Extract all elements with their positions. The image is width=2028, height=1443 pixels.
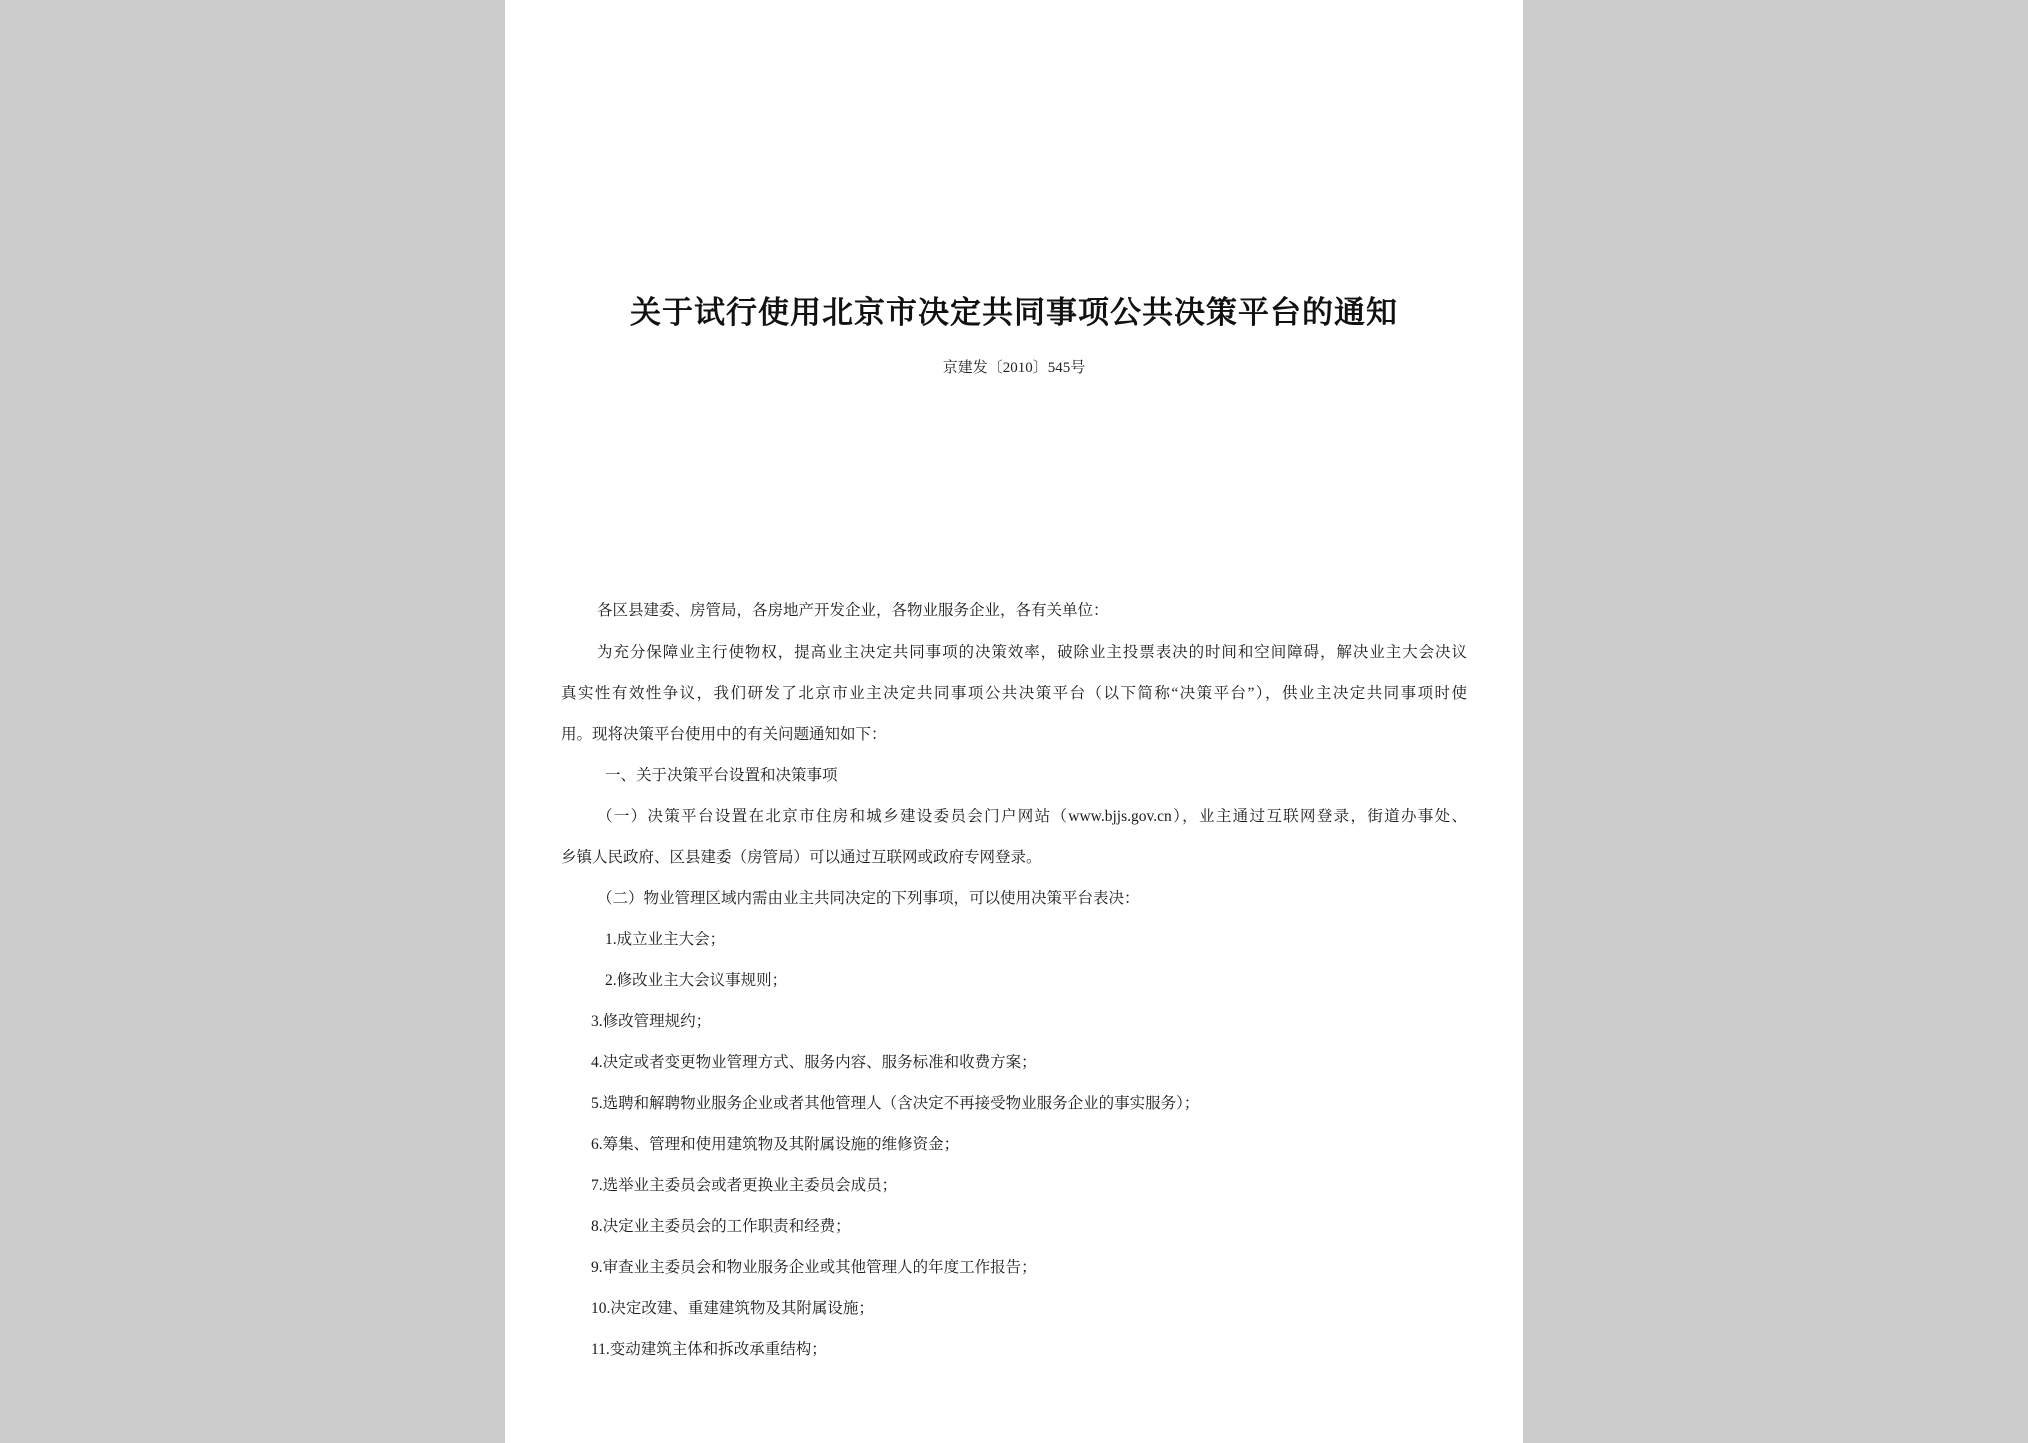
list-item: 8.决定业主委员会的工作职责和经费； — [591, 1218, 851, 1235]
section-1-heading: 一、关于决策平台设置和决策事项 — [605, 767, 838, 784]
document-page — [505, 0, 1523, 1443]
item-1-line-1: （一）决策平台设置在北京市住房和城乡建设委员会门户网站（www.bjjs.gov.cn），业主通过互联网登录，街道办事处、 — [597, 808, 1467, 825]
item-2: （二）物业管理区域内需由业主共同决定的下列事项，可以使用决策平台表决： — [597, 890, 1140, 907]
list-item: 2.修改业主大会议事规则； — [605, 972, 788, 989]
intro-line-1: 为充分保障业主行使物权，提高业主决定共同事项的决策效率，破除业主投票表决的时间和空间障碍，解决业主大会决议 — [597, 644, 1467, 661]
list-item: 9.审查业主委员会和物业服务企业或其他管理人的年度工作报告； — [591, 1259, 1037, 1276]
document-title: 关于试行使用北京市决定共同事项公共决策平台的通知 — [630, 295, 1398, 331]
item-1-line-2: 乡镇人民政府、区县建委（房管局）可以通过互联网或政府专网登录。 — [561, 849, 1042, 866]
list-item: 5.选聘和解聘物业服务企业或者其他管理人（含决定不再接受物业服务企业的事实服务）； — [591, 1095, 1200, 1112]
list-item: 4.决定或者变更物业管理方式、服务内容、服务标准和收费方案； — [591, 1054, 1037, 1071]
list-item: 7.选举业主委员会或者更换业主委员会成员； — [591, 1177, 898, 1194]
list-item: 1.成立业主大会； — [605, 931, 726, 948]
intro-line-2: 真实性有效性争议，我们研发了北京市业主决定共同事项公共决策平台（以下简称“决策平台”），供业主决定共同事项时使 — [561, 685, 1467, 702]
list-item: 10.决定改建、重建建筑物及其附属设施； — [591, 1300, 874, 1317]
document-number: 京建发〔2010〕545号 — [942, 360, 1086, 376]
intro-line-3: 用。现将决策平台使用中的有关问题通知如下： — [561, 726, 887, 743]
list-item: 11.变动建筑主体和拆改承重结构； — [591, 1341, 827, 1358]
list-item: 3.修改管理规约； — [591, 1013, 712, 1030]
list-item: 6.筹集、管理和使用建筑物及其附属设施的维修资金； — [591, 1136, 960, 1153]
salutation: 各区县建委、房管局，各房地产开发企业，各物业服务企业，各有关单位： — [597, 602, 1109, 619]
